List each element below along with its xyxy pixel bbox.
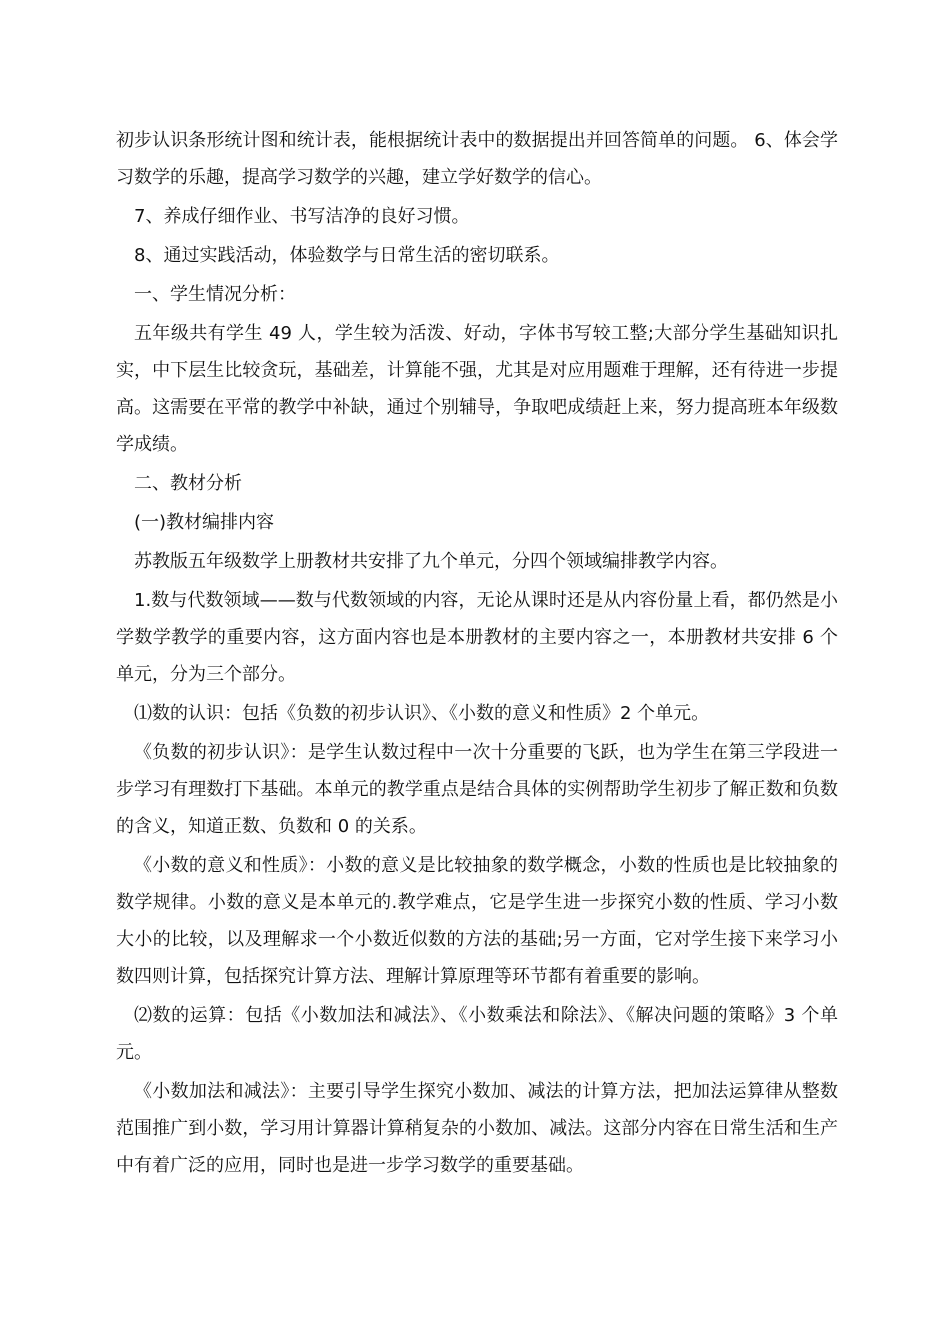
paragraph-number-recognition: ⑴数的认识：包括《负数的初步认识》、《小数的意义和性质》2 个单元。 <box>134 703 710 724</box>
paragraph-student-analysis: 五年级共有学生 49 人，学生较为活泼、好动，字体书写较工整;大部分学生基础知识扎实，中下层生比较贪玩，基础差，计算能不强，尤其是对应用题难于理解，还有待进一步提高。这需要在平常的教学中补缺，通过个别辅导，争取吧成绩赶上来，努力提高班本年级数学成绩。 <box>116 323 838 455</box>
heading-textbook-analysis: 二、教材分析 <box>134 473 242 494</box>
paragraph-negative-numbers: 《负数的初步认识》：是学生认数过程中一次十分重要的飞跃，也为学生在第三学段进一步学习有理数打下基础。本单元的教学重点是结合具体的实例帮助学生初步了解正数和负数的含义，知道正数、负数和 0 的关系。 <box>116 742 838 837</box>
paragraph-decimal-meaning: 《小数的意义和性质》：小数的意义是比较抽象的数学概念，小数的性质也是比较抽象的数学规律。小数的意义是本单元的.教学难点，它是学生进一步探究小数的性质、学习小数大小的比较，以及理解求一个小数近似数的方法的基础;另一方面，它对学生接下来学习小数四则计算，包括探究计算方法、理解计算原理等环节都有着重要的影响。 <box>116 855 838 987</box>
paragraph-textbook-overview: 苏教版五年级数学上册教材共安排了九个单元，分四个领域编排教学内容。 <box>134 551 728 572</box>
document-body <box>116 122 838 1184</box>
paragraph-number-algebra: 1.数与代数领域——数与代数领域的内容，无论从课时还是从内容份量上看，都仍然是小学数学教学的重要内容，这方面内容也是本册教材的主要内容之一，本册教材共安排 6 个单元，分为三个部分。 <box>116 590 838 685</box>
heading-student-analysis: 一、学生情况分析： <box>134 284 296 305</box>
paragraph-objective-8: 8、通过实践活动，体验数学与日常生活的密切联系。 <box>134 245 560 266</box>
paragraph-decimal-addition: 《小数加法和减法》：主要引导学生探究小数加、减法的计算方法，把加法运算律从整数范围推广到小数，学习用计算器计算稍复杂的小数加、减法。这部分内容在日常生活和生产中有着广泛的应用，同时也是进一步学习数学的重要基础。 <box>116 1081 838 1176</box>
subheading-textbook-content: (一)教材编排内容 <box>134 512 275 533</box>
paragraph-number-operations: ⑵数的运算：包括《小数加法和减法》、《小数乘法和除法》、《解决问题的策略》3 个单元。 <box>116 1005 838 1063</box>
paragraph-objectives-5-6: 初步认识条形统计图和统计表，能根据统计表中的数据提出并回答简单的问题。 6、体会学习数学的乐趣，提高学习数学的兴趣，建立学好数学的信心。 <box>116 130 838 188</box>
paragraph-objective-7: 7、养成仔细作业、书写洁净的良好习惯。 <box>134 206 470 227</box>
